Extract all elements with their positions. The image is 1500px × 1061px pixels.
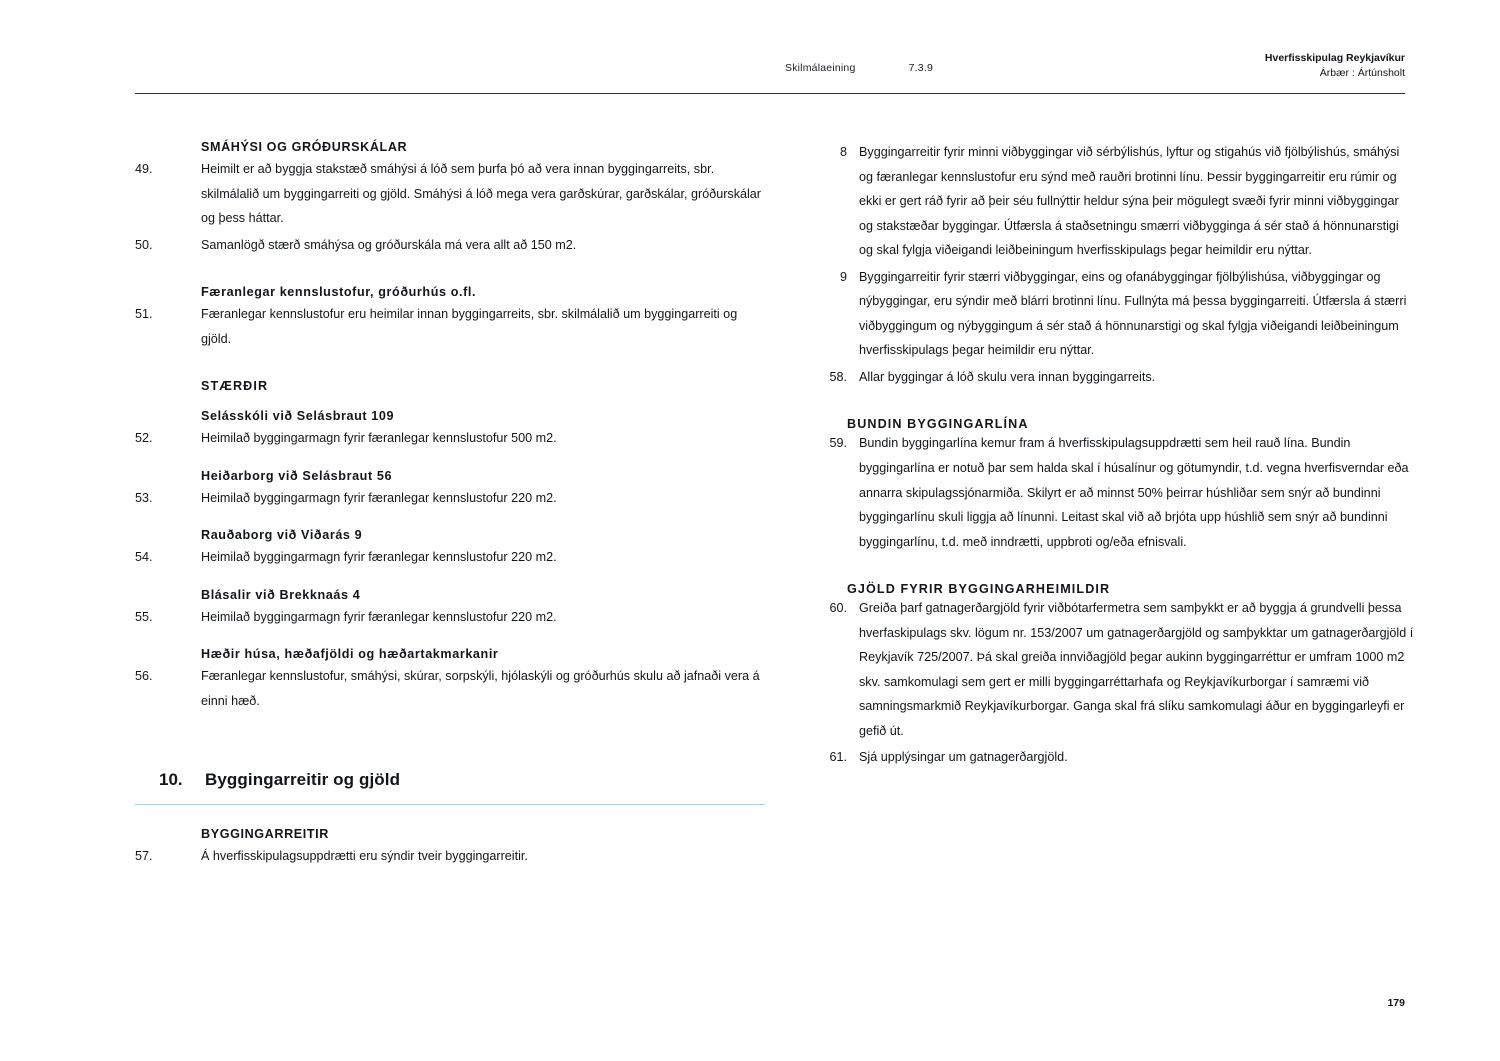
header-divider [135, 93, 1405, 94]
spacer [785, 556, 1415, 582]
spacer [135, 716, 765, 760]
item-text: Byggingarreitir fyrir stærri viðbyggingar, eins og ofanábyggingar fjölbýlishúsa, viðbyggingar og nýbyggingar, eru sýndir með blárri brotinni línu. Fullnýta má þessa byggingarreiti. Útfærsla á stærri viðbyggingum og nýbyggingum á sér stað á hönnunarstigi og skal fylgja viðeigandi leiðbeiningum hverfisskipulags þegar heimildir eru nýttar. [859, 269, 1407, 358]
item-text: Heimilt er að byggja stakstæð smáhýsi á lóð sem þurfa þó að vera innan byggingarreits, sbr. skilmálalið um byggingarreiti og gjöld. Smáhýsi á lóð mega vera garðskúrar, garðskálar, gróðurskálar og þess háttar. [201, 162, 761, 226]
list-item [135, 486, 765, 511]
chapter-number: 10. [159, 769, 183, 789]
heading-selasskoli: Selásskóli við Selásbraut 109 [201, 409, 395, 424]
item-text: Sjá upplýsingar um gatnagerðargjöld. [859, 750, 1068, 765]
heading-raudaborg: Rauðaborg við Viðarás 9 [201, 528, 363, 543]
list-item [135, 545, 765, 570]
item-text: Heimilað byggingarmagn fyrir færanlegar kennslustofur 220 m2. [201, 490, 557, 505]
item-number: 59. [829, 436, 847, 451]
list-item [785, 265, 1415, 363]
item-text: Færanlegar kennslustofur, smáhýsi, skúrar, sorpskýli, hjólaskýli og gróðurhús skulu að jafnaði vera á einni hæð. [201, 669, 760, 709]
list-item [135, 664, 765, 713]
item-number: 8 [839, 145, 847, 159]
spacer [135, 259, 765, 285]
item-text: Á hverfisskipulagsuppdrætti eru sýndir tveir byggingarreitir. [201, 848, 528, 863]
header-right [1265, 51, 1405, 81]
spacer [135, 393, 765, 409]
item-number: 52. [135, 431, 153, 446]
list-item [135, 605, 765, 630]
heading-smahysi-og-grodurskalar: SMÁHÝSI OG GRÓÐURSKÁLAR [201, 140, 408, 154]
page-number: 179 [1387, 997, 1405, 1009]
item-number: 49. [135, 162, 153, 176]
chapter-heading [159, 770, 765, 790]
list-item [785, 431, 1415, 554]
heading-byggingarreitir: BYGGINGARREITIR [201, 826, 329, 841]
list-item [135, 233, 765, 258]
item-number: 54. [135, 550, 153, 565]
item-text: Allar byggingar á lóð skulu vera innan byggingarreits. [859, 369, 1156, 384]
item-text: Heimilað byggingarmagn fyrir færanlegar kennslustofur 220 m2. [201, 550, 557, 565]
header-center [785, 62, 933, 74]
item-text: Heimilað byggingarmagn fyrir færanlegar kennslustofur 500 m2. [201, 431, 557, 446]
heading-gjold-fyrir-byggingarheimildir: GJÖLD FYRIR BYGGINGARHEIMILDIR [847, 582, 1111, 597]
spacer [135, 512, 765, 528]
item-number: 57. [135, 848, 153, 863]
item-number: 58. [829, 369, 847, 384]
list-item [135, 426, 765, 451]
item-text: Byggingarreitir fyrir minni viðbyggingar við sérbýlishús, lyftur og stigahús við fjölbýlishús, smáhýsi og færanlegar kennslustofur eru sýnd með rauðri brotinni línu. Þessir byggingarreitir eru rúmir og ekki er gert ráð fyrir að þeir séu fullnýttir heldur sýna þeir mögulegt svæði fyrir minni viðbyggingar og stakstæðar byggingar. Útfærsla á staðsetningu smærri viðbygginga á sér stað á hönnunarstigi og skal fylgja viðeigandi leiðbeiningum hverfisskipulags þegar heimildir eru nýttar. [859, 145, 1400, 258]
spacer [785, 391, 1415, 417]
header-plan-title: Hverfisskipulag Reykjavíkur [1264, 52, 1405, 64]
item-number: 51. [135, 307, 153, 322]
list-item [135, 844, 765, 869]
list-item [785, 596, 1415, 743]
heading-faeranlegar-kennslustofur: Færanlegar kennslustofur, gróðurhús o.fl. [201, 285, 477, 300]
item-text: Færanlegar kennslustofur eru heimilar innan byggingarreits, sbr. skilmálalið um byggingarreiti og gjöld. [201, 307, 738, 346]
item-number: 61. [829, 750, 847, 765]
header-section-number: 7.3.9 [908, 62, 933, 74]
header-plan-subtitle: Árbær : Ártúnsholt [1319, 67, 1405, 80]
spacer [135, 572, 765, 588]
list-item [135, 157, 765, 231]
heading-blasalir: Blásalir við Brekknaás 4 [201, 587, 361, 602]
chapter-title: Byggingarreitir og gjöld [205, 769, 401, 789]
item-number: 55. [135, 609, 153, 624]
item-number: 56. [135, 669, 153, 684]
item-number: 50. [135, 237, 153, 252]
item-text: Greiða þarf gatnagerðargjöld fyrir viðbótarfermetra sem samþykkt er að byggja á grundvelli þessa hverfaskipulags skv. lögum nr. 153/2007 um gatnagerðargjöld og samþykktar um gatnagerðargjöld í Reykjavík 725/2007. Þá skal greiða innviðagjöld þegar aukinn byggingarréttur er umfram 1000 m2 skv. samkomulagi sem gert er milli byggingarréttarhafa og Reykjavíkurborgar í samræmi við samningsmarkmið Reykjavíkurborgar. Ganga skal frá slíku samkomulagi áður en byggingarleyfi er gefið út. [859, 601, 1414, 738]
item-text: Samanlögð stærð smáhýsa og gróðurskála má vera allt að 150 m2. [201, 237, 577, 252]
item-number: 9 [839, 269, 847, 284]
left-column [135, 140, 765, 870]
list-item [785, 140, 1415, 263]
spacer [135, 631, 765, 647]
heading-bundin-byggingarlina: BUNDIN BYGGINGARLÍNA [847, 417, 1029, 432]
header-section-label: Skilmálaeining [785, 62, 856, 74]
list-item [135, 302, 765, 351]
page-header [135, 44, 1405, 84]
chapter-divider [135, 804, 765, 805]
list-item [785, 745, 1415, 770]
item-number: 53. [135, 490, 153, 505]
item-number: 60. [829, 601, 847, 616]
heading-haedir-husa: Hæðir húsa, hæðafjöldi og hæðartakmarkanir [201, 647, 499, 662]
item-text: Heimilað byggingarmagn fyrir færanlegar kennslustofur 220 m2. [201, 609, 557, 624]
heading-staerdir: STÆRÐIR [201, 379, 269, 394]
spacer [135, 353, 765, 379]
spacer [135, 453, 765, 469]
item-text: Bundin byggingarlína kemur fram á hverfisskipulagsuppdrætti sem heil rauð lína. Bundin byggingarlína er notuð þar sem halda skal í húsalínur og götumyndir, t.d. vegna hverfisverndar eða annarra skipulagssjónarmiða. Skilyrt er að minnst 50% þeirrar húshliðar sem snýr að bundinni byggingarlínu skuli liggja að línunni. Leitast skal við að brjóta upp húshlið sem snýr að bundinni byggingarlínu, t.d. með inndrætti, uppbroti og/eða efnisvali. [859, 436, 1409, 549]
right-column [785, 140, 1415, 772]
heading-heidarborg: Heiðarborg við Selásbraut 56 [201, 468, 393, 483]
list-item [785, 365, 1415, 390]
